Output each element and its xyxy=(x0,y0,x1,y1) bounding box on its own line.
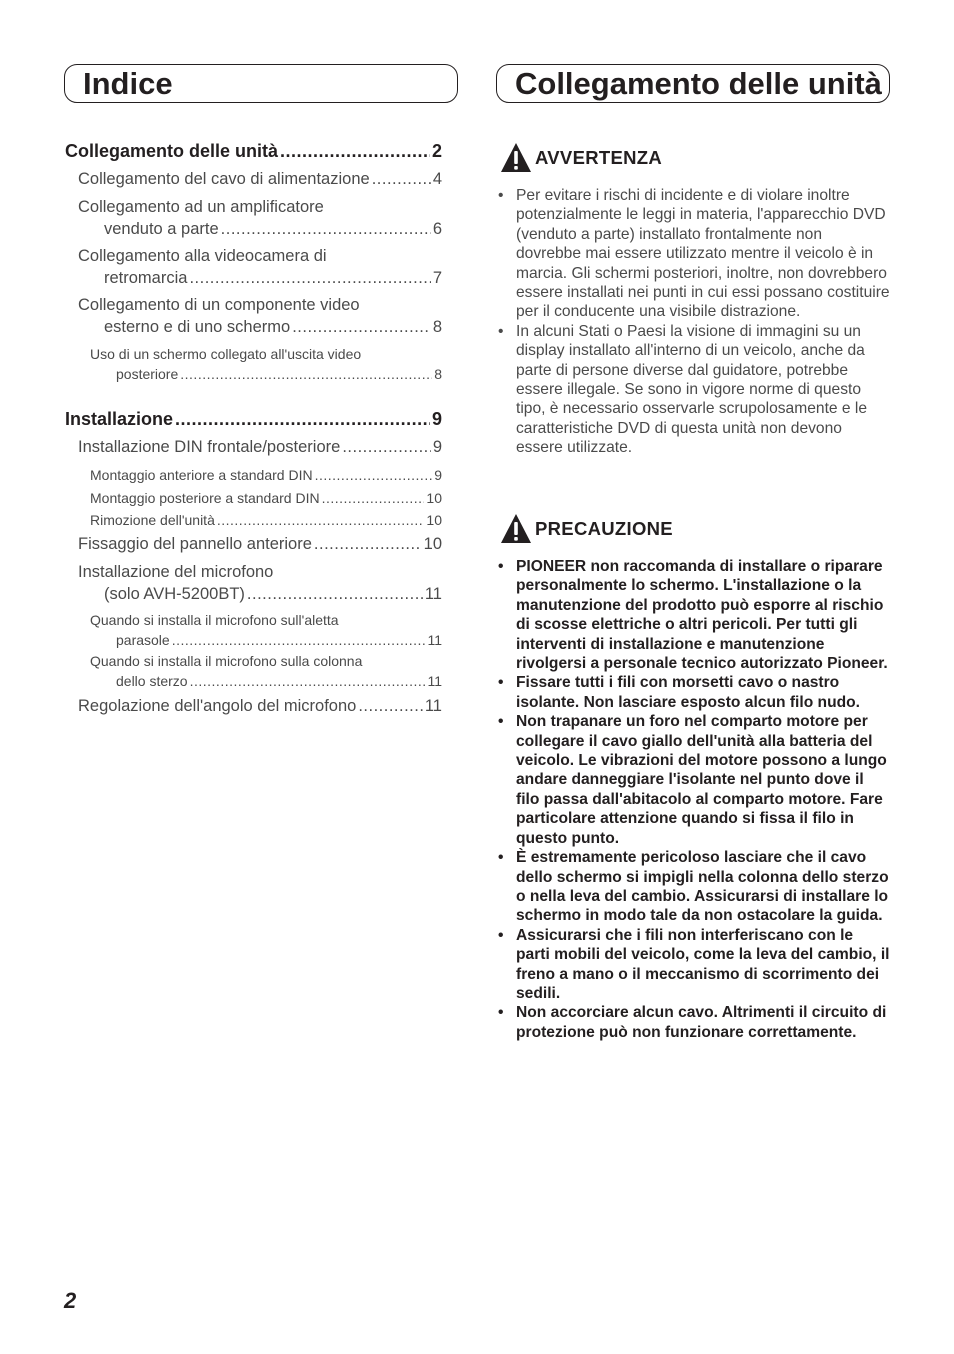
toc-leader-dots xyxy=(189,267,430,289)
toc-entry-label: Collegamento ad un amplificatore xyxy=(78,198,324,216)
warning-heading xyxy=(500,142,662,173)
toc-entry-label: Regolazione dell'angolo del microfono xyxy=(78,697,357,715)
title-text: Indice xyxy=(83,65,173,101)
section-title-collegamento xyxy=(496,64,890,103)
toc-leader-dots xyxy=(342,436,431,458)
toc-leader-dots xyxy=(217,510,425,530)
toc-entry[interactable] xyxy=(90,510,442,530)
toc-entry[interactable] xyxy=(78,533,442,555)
toc-entry-label: venduto a parte xyxy=(104,220,219,238)
toc-entry[interactable] xyxy=(90,610,442,650)
toc-entry-label: Collegamento delle unità xyxy=(65,141,279,161)
warning-list xyxy=(498,186,890,458)
toc-entry[interactable] xyxy=(78,168,442,190)
toc-leader-dots xyxy=(314,533,422,555)
toc-entry-label: Uso di un schermo collegato all'uscita video xyxy=(90,346,362,362)
toc-entry-label: Collegamento di un componente video xyxy=(78,296,360,314)
toc-leader-dots xyxy=(247,583,423,605)
toc-leader-dots xyxy=(180,364,432,384)
toc-page-number: 11 xyxy=(424,585,442,603)
toc-entry-label: dello sterzo xyxy=(116,673,188,689)
toc-entry[interactable] xyxy=(78,294,442,338)
toc-page-number: 11 xyxy=(427,673,442,689)
toc-page-number: 9 xyxy=(431,409,442,429)
toc-leader-dots xyxy=(172,630,426,650)
toc-page-number: 4 xyxy=(432,170,442,188)
toc-page-number: 9 xyxy=(432,438,442,456)
toc-entry-label: Installazione DIN frontale/posteriore xyxy=(78,438,341,456)
toc-leader-dots xyxy=(221,218,431,240)
toc-page-number: 9 xyxy=(434,467,442,483)
toc-entry-label: parasole xyxy=(116,632,170,648)
toc-entry[interactable] xyxy=(90,344,442,384)
toc-entry[interactable] xyxy=(78,695,442,717)
toc-leader-dots xyxy=(358,695,423,717)
toc-page-number: 10 xyxy=(426,490,442,506)
toc-leader-dots xyxy=(315,465,433,485)
list-item: • Fissare tutti i fili con morsetti cavo o nastro isolante. Non lasciare esposto alcun filo nudo. xyxy=(498,673,890,712)
toc-entry-label: posteriore xyxy=(116,366,179,382)
toc-leader-dots xyxy=(292,316,431,338)
toc-entry[interactable] xyxy=(78,245,442,289)
list-item: • In alcuni Stati o Paesi la visione di immagini su un display installato all'interno di un veicolo, anche da parte di persone diverse dal guidatore, potrebbe essere illegale. Se sono in vigore norme di questo tipo, è necessario osservarle scrupolosamente e le caratteristiche DVD di questa unità non devono essere utilizzate. xyxy=(498,322,890,458)
toc-entry-label: Collegamento del cavo di alimentazione xyxy=(78,170,370,188)
toc-page-number: 11 xyxy=(424,697,442,715)
list-item: • PIONEER non raccomanda di installare o riparare personalmente lo schermo. L'installazione o la manutenzione del prodotto può esporre al rischio di scosse elettriche o altri pericoli. Per tutti gli interventi di installazione e manutenzione rivolgersi a personale tecnico autorizzato Pioneer. xyxy=(498,557,890,673)
caution-heading xyxy=(500,513,673,544)
toc-page-number: 8 xyxy=(432,318,442,336)
toc-entry[interactable] xyxy=(90,465,442,485)
toc-entry-label: Montaggio anteriore a standard DIN xyxy=(90,467,313,483)
list-item: • È estremamente pericoloso lasciare che il cavo dello schermo si impigli nella colonna dello sterzo o nella leva del cambio. Assicurarsi di installare lo schermo in modo tale da non ostacolare la guida. xyxy=(498,848,890,926)
toc-page-number: 10 xyxy=(423,535,442,553)
page-number: 2 xyxy=(64,1288,77,1313)
list-item: • Assicurarsi che i fili non interferiscano con le parti mobili del veicolo, come la leva del cambio, il freno a mano o il meccanismo di scorrimento dei sedili. xyxy=(498,926,890,1004)
toc-entry-label: Quando si installa il microfono sulla colonna xyxy=(90,653,363,669)
toc-entry-label: esterno e di uno schermo xyxy=(104,318,291,336)
toc-entry-label: Installazione del microfono xyxy=(78,563,274,581)
toc-entry[interactable] xyxy=(65,140,442,162)
toc-page-number: 10 xyxy=(426,512,442,528)
caution-heading-text: PRECAUZIONE xyxy=(535,517,673,539)
warning-heading-text: AVVERTENZA xyxy=(535,146,663,168)
toc-page-number: 6 xyxy=(432,220,442,238)
toc-entry-label: Montaggio posteriore a standard DIN xyxy=(90,490,320,506)
toc-entry-label: Rimozione dell'unità xyxy=(90,512,215,528)
toc-entry[interactable] xyxy=(65,408,442,430)
toc-entry[interactable] xyxy=(78,196,442,240)
title-text: Collegamento delle unità xyxy=(515,65,882,101)
toc-page-number: 2 xyxy=(431,141,442,161)
list-item: • Per evitare i rischi di incidente e di violare inoltre potenzialmente le leggi in materia, l'apparecchio DVD (venduto a parte) installato frontalmente non dovrebbe mai essere utilizzato mentre il veicolo è in marcia. Gli schermi posteriori, inoltre, non dovrebbero essere installati nei punti in cui essi possano costituire per il conducente una visibile distrazione. xyxy=(498,186,890,322)
toc-entry[interactable] xyxy=(78,561,442,605)
list-item: • Non trapanare un foro nel comparto motore per collegare il cavo giallo dell'unità alla batteria del veicolo. Le vibrazioni del motore possono a lungo andare danneggiare l'isolante nel punto dove il filo passa dall'abitacolo al comparto motore. Fare particolare attenzione quando si fissa il filo in questo punto. xyxy=(498,712,890,848)
toc-leader-dots xyxy=(190,671,426,691)
toc-page-number: 8 xyxy=(434,366,442,382)
toc-entry[interactable] xyxy=(90,651,442,691)
toc-entry[interactable] xyxy=(78,436,442,458)
toc-entry-label: Installazione xyxy=(65,409,174,429)
toc-leader-dots xyxy=(280,140,430,162)
toc-entry-label: (solo AVH-5200BT) xyxy=(104,585,245,603)
toc-entry[interactable] xyxy=(90,488,442,508)
toc-entry-label: Quando si installa il microfono sull'aletta xyxy=(90,612,339,628)
toc-entry-label: Collegamento alla videocamera di xyxy=(78,247,327,265)
toc-entry-label: retromarcia xyxy=(104,269,188,287)
warning-triangle-icon xyxy=(500,513,532,544)
section-title-indice xyxy=(64,64,458,103)
toc-page-number: 11 xyxy=(427,632,442,648)
toc-page-number: 7 xyxy=(432,269,442,287)
list-item: • Non accorciare alcun cavo. Altrimenti il circuito di protezione può non funzionare correttamente. xyxy=(498,1003,890,1042)
toc-leader-dots xyxy=(175,408,430,430)
toc-entry-label: Fissaggio del pannello anteriore xyxy=(78,535,312,553)
warning-triangle-icon xyxy=(500,142,532,173)
toc-leader-dots xyxy=(372,168,431,190)
caution-list xyxy=(498,557,890,1042)
toc-leader-dots xyxy=(322,488,425,508)
